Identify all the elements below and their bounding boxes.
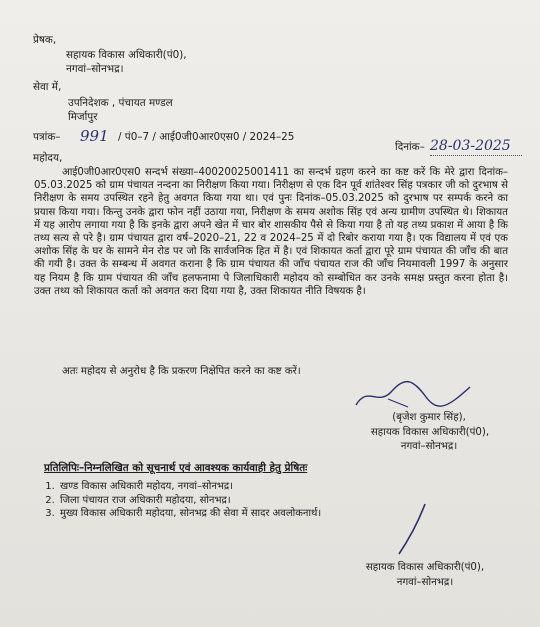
- from-place: नगवां–सोनभद्र।: [66, 63, 124, 75]
- ref-prefix: पत्रांक–: [33, 131, 61, 143]
- copy-heading: प्रतिलिपिः–निम्नलिखित को सूचनार्थ एवं आवश्यक कार्यवाही हेतु प्रेषितः: [44, 462, 308, 474]
- from-designation: सहायक विकास अधिकारी(पं0),: [66, 49, 187, 61]
- ref-file: / पं0–7 / आई0जी0आर0एस0 / 2024–25: [118, 131, 295, 143]
- ref-number: 991: [80, 127, 109, 145]
- body-paragraph: आई0जी0आर0एस0 सन्दर्भ संख्या–40020025001411 का सन्दर्भ ग्रहण करने का कष्ट करें कि मेरे द्वारा दिनांक–05.03.2025 को ग्राम पंचायत नन्दना का निरीक्षण किया गया। निरीक्षण से एक दिन पूर्व शांतेश्वर सिंह पत्रकार जी को दुरभाष से निरीक्षण के समय उपस्थित रहने हेतु अवगत किया गया था। एवं पुनः दिनांक–05.03.2025 को दुरभाष पर सम्पर्क करने का प्रयास किया गया। किन्तु उनके द्वारा फोन नहीं उठाया गया, निरीक्षण के समय अशोक सिंह एवं अन्य ग्रामीण उपस्थित थे। शिकायत में यह आरोप लगाया गया है कि इनके द्वारा अपने खेत में चार बोर शासकीय पैसे से किया गया है तो यह तथ्य प्रकाश में आया है कि तथ्य सत्य से परे है। ग्राम पंचायत द्वारा वर्ष–2020–21, 22 व 2024–25 में दो रिबोर कराया गया है। एक विद्यालय में एवं एक अशोक सिंह के घर के सामने मेन रोड पर जो कि सार्वजनिक हित में है। एवं शिकायत कर्ता द्वारा पूरे ग्राम पंचायत की जाँच की बात की गयी है। उक्त के सम्बन्ध में अवगत कराना है कि ग्राम पंचायत की जाँच पंचायत राज की जाँच नियमावली 1997 के अनुसार यह नियम है कि ग्राम पंचायत की जाँच हलफनामा पे जिलाधिकारी महोदय को सम्बोधित कर उनके समक्ष प्रस्तुत करना होता है। उक्त तथ्य को शिकायत कर्ता को अवगत करा दिया गया है, उक्त शिकायत नीति विषयक है।: [34, 167, 508, 297]
- request-paragraph: अतः महोदय से अनुरोध है कि प्रकरण निक्षेपित करने का कष्ट करें।: [62, 366, 301, 377]
- signature-scribble: [348, 377, 478, 413]
- from-label: प्रेषक,: [33, 34, 57, 46]
- initial-mark: [385, 500, 445, 560]
- signatory-place: नगवां–सोनभद्र।: [400, 441, 458, 452]
- copy-item: 1. खण्ड विकास अधिकारी महोदय, नगवां–सोनभद्र।: [58, 480, 321, 494]
- copy-list: [40, 480, 321, 521]
- date-dotline: [430, 155, 522, 156]
- signatory2-place: नगवां–सोनभद्र।: [396, 577, 454, 588]
- date-value: 28-03-2025: [430, 138, 511, 154]
- copy-item: 3. मुख्य विकास अधिकारी महोदया, सोनभद्र की सेवा में सादर अवलोकनार्थ।: [58, 507, 321, 521]
- signatory2-designation: सहायक विकास अधिकारी(पं0),: [365, 562, 485, 573]
- salutation: महोदय,: [33, 152, 63, 164]
- to-designation: उपनिदेशक , पंचायत मण्डल: [68, 97, 173, 109]
- to-label: सेवा में,: [33, 81, 62, 93]
- to-place: मिर्जापुर: [68, 111, 98, 123]
- date-label: दिनांक–: [395, 141, 425, 153]
- copy-item: 2. जिला पंचायत राज अधिकारी महोदया, सोनभद्र।: [58, 494, 321, 508]
- signatory-name: (बृजेश कुमार सिंह),: [392, 412, 466, 423]
- signatory-designation: सहायक विकास अधिकारी(पं0),: [370, 427, 490, 438]
